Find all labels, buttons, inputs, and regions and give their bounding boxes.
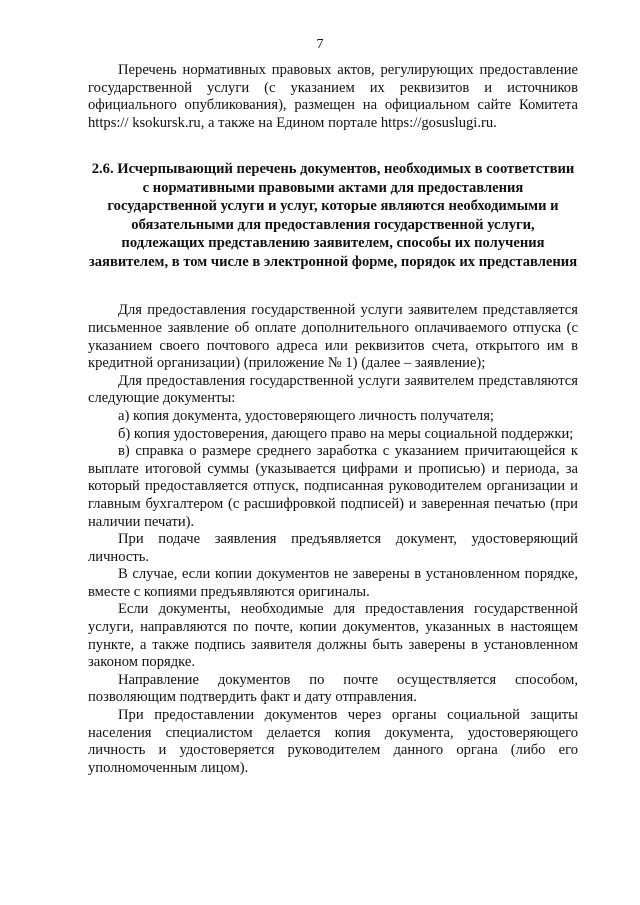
paragraph-mail-method: Направление документов по почте осуществляется способом, позволяющим подтвердить факт и дату отправления. xyxy=(88,671,578,706)
paragraph-social-protection: При предоставлении документов через органы социальной защиты населения специалистом делается копия документа, удостоверяющего личность и удостоверяется руководителем данного органа (либо его уполномоченным лицом). xyxy=(88,707,578,776)
list-item-c: в) справка о размере среднего заработка с указанием причитающейся к выплате итоговой суммы (указывается цифрами и прописью) и периода, за который предоставляется отпуск, подписанная руководителем организации и главным бухгалтером (с расшифровкой подписей) и заверенная печатью (при наличии печати). xyxy=(88,443,578,530)
paragraph-documents-intro: Для предоставления государственной услуги заявителем представляются следующие документы: xyxy=(88,372,578,407)
paragraph-mail: Если документы, необходимые для предоставления государственной услуги, направляются по почте, копии документов, указанных в настоящем пункте, а также подпись заявителя должны быть заверены в установленном законом порядке. xyxy=(88,601,578,671)
page-number: 7 xyxy=(316,37,324,52)
paragraph-identity: При подаче заявления предъявляется документ, удостоверяющий личность. xyxy=(88,531,578,565)
section-heading: 2.6. Исчерпывающий перечень документов, необходимых в соответствии с нормативными правовыми актами для предоставления государственной услуги и услуг, которые являются необходимыми и обязательными для предоставления государственной услуги, подлежащих представлению заявителем, способы их получения заявителем, в том числе в электронной форме, порядок их представления xyxy=(88,161,578,270)
paragraph-application: Для предоставления государственной услуги заявителем представляется письменное заявление об оплате дополнительного оплачиваемого отпуска (с указанием своего почтового адреса или реквизитов счета, открытого им в кредитной организации) (приложение № 1) (далее – заявление); xyxy=(88,302,578,372)
intro-paragraph: Перечень нормативных правовых актов, регулирующих предоставление государственной услуги (с указанием их реквизитов и источников официального опубликования), размещен на официальном сайте Комитета https:// ksokursk.ru, а также на Едином портале https://gosuslugi.ru. xyxy=(88,62,578,131)
document-body xyxy=(88,62,578,777)
paragraph-originals: В случае, если копии документов не заверены в установленном порядке, вместе с копиями предъявляются оригиналы. xyxy=(88,566,578,600)
list-item-b: б) копия удостоверения, дающего право на меры социальной поддержки; xyxy=(118,425,574,442)
list-item-a: а) копия документа, удостоверяющего личность получателя; xyxy=(118,407,494,424)
